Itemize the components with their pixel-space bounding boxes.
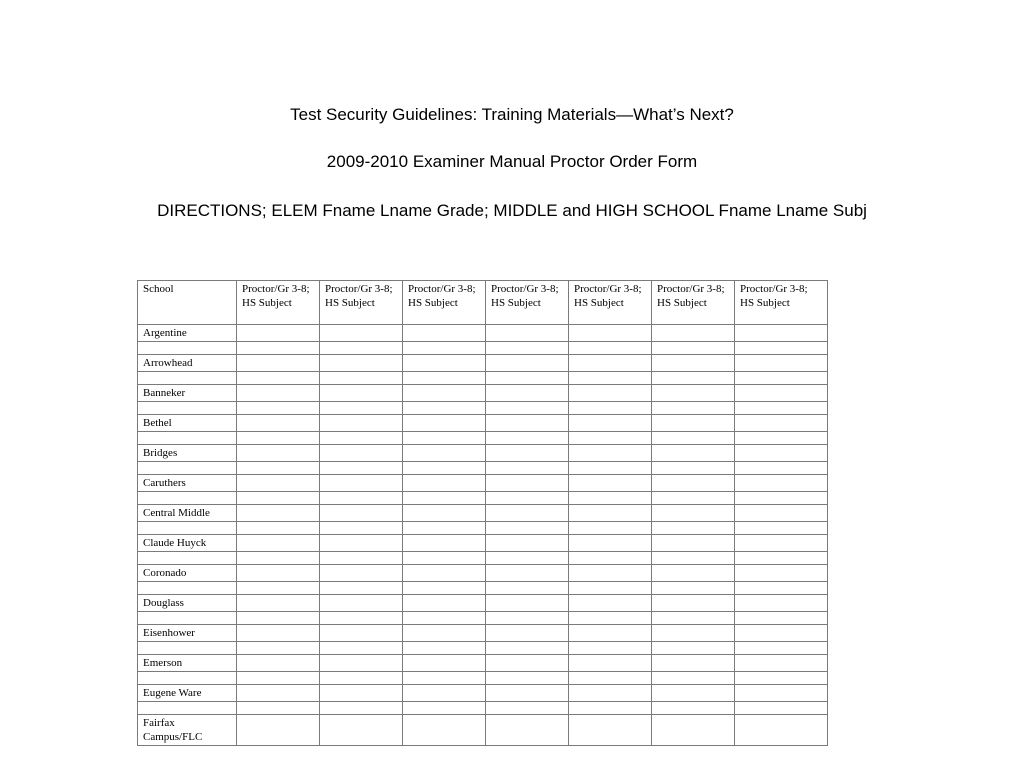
proctor-entry-cell[interactable] xyxy=(569,445,652,462)
proctor-entry-cell[interactable] xyxy=(320,415,403,432)
blank-entry-cell[interactable] xyxy=(735,462,828,475)
table-row xyxy=(138,355,828,372)
proctor-entry-cell[interactable] xyxy=(403,325,486,342)
table-row xyxy=(138,715,828,746)
table-header-row xyxy=(138,281,828,325)
blank-entry-cell[interactable] xyxy=(237,492,320,505)
proctor-entry-cell[interactable] xyxy=(486,475,569,492)
blank-entry-cell[interactable] xyxy=(735,342,828,355)
proctor-entry-cell[interactable] xyxy=(237,325,320,342)
blank-entry-cell[interactable] xyxy=(569,672,652,685)
blank-entry-cell[interactable] xyxy=(652,582,735,595)
header-school: School xyxy=(138,281,237,325)
blank-entry-cell[interactable] xyxy=(237,372,320,385)
blank-entry-cell[interactable] xyxy=(735,522,828,535)
blank-entry-cell[interactable] xyxy=(138,522,237,535)
proctor-entry-cell[interactable] xyxy=(735,595,828,612)
blank-entry-cell[interactable] xyxy=(320,552,403,565)
proctor-entry-cell[interactable] xyxy=(652,595,735,612)
proctor-entry-cell[interactable] xyxy=(486,385,569,402)
proctor-entry-cell[interactable] xyxy=(403,415,486,432)
blank-entry-cell[interactable] xyxy=(735,642,828,655)
proctor-entry-cell[interactable] xyxy=(569,325,652,342)
blank-entry-cell[interactable] xyxy=(486,342,569,355)
blank-entry-cell[interactable] xyxy=(569,492,652,505)
proctor-entry-cell[interactable] xyxy=(486,715,569,746)
school-name-cell: Eugene Ware xyxy=(138,685,237,702)
proctor-entry-cell[interactable] xyxy=(403,715,486,746)
school-name-cell: Bethel xyxy=(138,415,237,432)
header-proctor-6: Proctor/Gr 3-8; HS Subject xyxy=(652,281,735,325)
blank-entry-cell[interactable] xyxy=(569,612,652,625)
blank-entry-cell[interactable] xyxy=(138,432,237,445)
table-row xyxy=(138,685,828,702)
blank-entry-cell[interactable] xyxy=(486,432,569,445)
blank-entry-cell[interactable] xyxy=(652,702,735,715)
blank-entry-cell[interactable] xyxy=(138,552,237,565)
blank-entry-cell[interactable] xyxy=(237,522,320,535)
blank-entry-cell[interactable] xyxy=(486,582,569,595)
proctor-entry-cell[interactable] xyxy=(652,505,735,522)
table-row xyxy=(138,535,828,552)
table-row xyxy=(138,625,828,642)
proctor-entry-cell[interactable] xyxy=(237,355,320,372)
proctor-entry-cell[interactable] xyxy=(320,535,403,552)
proctor-entry-cell[interactable] xyxy=(403,475,486,492)
blank-row xyxy=(138,492,828,505)
school-name-cell: Claude Huyck xyxy=(138,535,237,552)
proctor-entry-cell[interactable] xyxy=(569,535,652,552)
blank-entry-cell[interactable] xyxy=(652,612,735,625)
blank-entry-cell[interactable] xyxy=(569,462,652,475)
blank-entry-cell[interactable] xyxy=(237,432,320,445)
blank-entry-cell[interactable] xyxy=(486,462,569,475)
proctor-entry-cell[interactable] xyxy=(320,625,403,642)
proctor-entry-cell[interactable] xyxy=(237,625,320,642)
blank-entry-cell[interactable] xyxy=(652,552,735,565)
blank-entry-cell[interactable] xyxy=(237,402,320,415)
table-row xyxy=(138,565,828,582)
blank-entry-cell[interactable] xyxy=(237,672,320,685)
proctor-entry-cell[interactable] xyxy=(486,655,569,672)
table-row xyxy=(138,415,828,432)
proctor-entry-cell[interactable] xyxy=(652,535,735,552)
blank-entry-cell[interactable] xyxy=(320,582,403,595)
proctor-entry-cell[interactable] xyxy=(735,625,828,642)
blank-entry-cell[interactable] xyxy=(403,522,486,535)
proctor-entry-cell[interactable] xyxy=(403,685,486,702)
blank-entry-cell[interactable] xyxy=(486,702,569,715)
proctor-entry-cell[interactable] xyxy=(237,655,320,672)
header-proctor-2: Proctor/Gr 3-8; HS Subject xyxy=(320,281,403,325)
document-title: Test Security Guidelines: Training Materials—What’s Next? xyxy=(290,105,734,124)
proctor-entry-cell[interactable] xyxy=(320,505,403,522)
blank-row xyxy=(138,402,828,415)
school-name-cell: Douglass xyxy=(138,595,237,612)
blank-entry-cell[interactable] xyxy=(403,672,486,685)
blank-entry-cell[interactable] xyxy=(320,522,403,535)
proctor-entry-cell[interactable] xyxy=(403,505,486,522)
table-row xyxy=(138,445,828,462)
table-row xyxy=(138,655,828,672)
proctor-entry-cell[interactable] xyxy=(735,325,828,342)
proctor-entry-cell[interactable] xyxy=(569,655,652,672)
school-name-cell: Emerson xyxy=(138,655,237,672)
header-proctor-3: Proctor/Gr 3-8; HS Subject xyxy=(403,281,486,325)
proctor-entry-cell[interactable] xyxy=(569,475,652,492)
proctor-entry-cell[interactable] xyxy=(237,475,320,492)
blank-entry-cell[interactable] xyxy=(403,372,486,385)
blank-entry-cell[interactable] xyxy=(138,612,237,625)
blank-entry-cell[interactable] xyxy=(569,702,652,715)
blank-entry-cell[interactable] xyxy=(320,432,403,445)
proctor-entry-cell[interactable] xyxy=(569,355,652,372)
blank-row xyxy=(138,432,828,445)
blank-entry-cell[interactable] xyxy=(735,492,828,505)
proctor-entry-cell[interactable] xyxy=(652,475,735,492)
proctor-entry-cell[interactable] xyxy=(320,715,403,746)
blank-entry-cell[interactable] xyxy=(486,492,569,505)
proctor-entry-cell[interactable] xyxy=(569,715,652,746)
proctor-entry-cell[interactable] xyxy=(735,685,828,702)
proctor-entry-cell[interactable] xyxy=(652,715,735,746)
blank-entry-cell[interactable] xyxy=(486,372,569,385)
blank-entry-cell[interactable] xyxy=(138,492,237,505)
proctor-entry-cell[interactable] xyxy=(320,325,403,342)
proctor-entry-cell[interactable] xyxy=(735,535,828,552)
table-row xyxy=(138,475,828,492)
blank-entry-cell[interactable] xyxy=(569,342,652,355)
blank-entry-cell[interactable] xyxy=(652,672,735,685)
blank-entry-cell[interactable] xyxy=(403,702,486,715)
proctor-entry-cell[interactable] xyxy=(569,565,652,582)
proctor-entry-cell[interactable] xyxy=(569,625,652,642)
proctor-entry-cell[interactable] xyxy=(320,595,403,612)
proctor-entry-cell[interactable] xyxy=(237,565,320,582)
blank-row xyxy=(138,672,828,685)
proctor-entry-cell[interactable] xyxy=(486,355,569,372)
blank-entry-cell[interactable] xyxy=(569,522,652,535)
blank-entry-cell[interactable] xyxy=(320,342,403,355)
proctor-entry-cell[interactable] xyxy=(486,685,569,702)
blank-entry-cell[interactable] xyxy=(735,582,828,595)
blank-entry-cell[interactable] xyxy=(652,522,735,535)
proctor-entry-cell[interactable] xyxy=(569,595,652,612)
proctor-entry-cell[interactable] xyxy=(403,445,486,462)
blank-entry-cell[interactable] xyxy=(320,702,403,715)
proctor-entry-cell[interactable] xyxy=(735,565,828,582)
blank-entry-cell[interactable] xyxy=(652,342,735,355)
proctor-entry-cell[interactable] xyxy=(735,445,828,462)
blank-row xyxy=(138,702,828,715)
directions-text: DIRECTIONS; ELEM Fname Lname Grade; MIDDLE and HIGH SCHOOL Fname Lname Subj xyxy=(157,201,867,220)
proctor-entry-cell[interactable] xyxy=(735,715,828,746)
blank-entry-cell[interactable] xyxy=(486,522,569,535)
blank-entry-cell[interactable] xyxy=(403,642,486,655)
proctor-entry-cell[interactable] xyxy=(652,415,735,432)
blank-entry-cell[interactable] xyxy=(652,462,735,475)
proctor-entry-cell[interactable] xyxy=(652,385,735,402)
proctor-entry-cell[interactable] xyxy=(403,655,486,672)
proctor-entry-cell[interactable] xyxy=(320,565,403,582)
blank-entry-cell[interactable] xyxy=(652,402,735,415)
proctor-entry-cell[interactable] xyxy=(486,625,569,642)
blank-entry-cell[interactable] xyxy=(735,612,828,625)
blank-entry-cell[interactable] xyxy=(652,432,735,445)
blank-entry-cell[interactable] xyxy=(138,402,237,415)
proctor-entry-cell[interactable] xyxy=(735,655,828,672)
header-proctor-5: Proctor/Gr 3-8; HS Subject xyxy=(569,281,652,325)
proctor-entry-cell[interactable] xyxy=(735,355,828,372)
blank-entry-cell[interactable] xyxy=(138,642,237,655)
blank-row xyxy=(138,342,828,355)
proctor-entry-cell[interactable] xyxy=(569,505,652,522)
proctor-entry-cell[interactable] xyxy=(652,655,735,672)
school-name-cell: Argentine xyxy=(138,325,237,342)
proctor-entry-cell[interactable] xyxy=(569,385,652,402)
proctor-entry-cell[interactable] xyxy=(652,325,735,342)
proctor-entry-cell[interactable] xyxy=(403,565,486,582)
blank-entry-cell[interactable] xyxy=(569,402,652,415)
blank-entry-cell[interactable] xyxy=(320,642,403,655)
blank-entry-cell[interactable] xyxy=(569,432,652,445)
proctor-order-table xyxy=(137,280,828,746)
proctor-entry-cell[interactable] xyxy=(320,655,403,672)
blank-entry-cell[interactable] xyxy=(569,582,652,595)
blank-entry-cell[interactable] xyxy=(320,372,403,385)
school-name-cell: Eisenhower xyxy=(138,625,237,642)
proctor-entry-cell[interactable] xyxy=(652,565,735,582)
blank-entry-cell[interactable] xyxy=(652,372,735,385)
blank-entry-cell[interactable] xyxy=(237,582,320,595)
blank-entry-cell[interactable] xyxy=(403,402,486,415)
blank-row xyxy=(138,612,828,625)
blank-entry-cell[interactable] xyxy=(735,552,828,565)
blank-entry-cell[interactable] xyxy=(569,552,652,565)
blank-entry-cell[interactable] xyxy=(486,612,569,625)
proctor-entry-cell[interactable] xyxy=(652,685,735,702)
blank-entry-cell[interactable] xyxy=(735,672,828,685)
proctor-entry-cell[interactable] xyxy=(403,625,486,642)
blank-row xyxy=(138,462,828,475)
blank-entry-cell[interactable] xyxy=(652,642,735,655)
blank-entry-cell[interactable] xyxy=(320,492,403,505)
school-name-cell: Fairfax Campus/FLC xyxy=(138,715,237,746)
blank-entry-cell[interactable] xyxy=(735,372,828,385)
blank-entry-cell[interactable] xyxy=(486,642,569,655)
blank-entry-cell[interactable] xyxy=(403,462,486,475)
blank-entry-cell[interactable] xyxy=(138,672,237,685)
proctor-entry-cell[interactable] xyxy=(403,385,486,402)
blank-entry-cell[interactable] xyxy=(403,432,486,445)
proctor-entry-cell[interactable] xyxy=(320,685,403,702)
blank-entry-cell[interactable] xyxy=(735,432,828,445)
blank-row xyxy=(138,642,828,655)
proctor-entry-cell[interactable] xyxy=(652,445,735,462)
blank-entry-cell[interactable] xyxy=(237,642,320,655)
proctor-entry-cell[interactable] xyxy=(735,385,828,402)
school-name-cell: Bridges xyxy=(138,445,237,462)
blank-entry-cell[interactable] xyxy=(735,702,828,715)
blank-entry-cell[interactable] xyxy=(652,492,735,505)
proctor-entry-cell[interactable] xyxy=(237,505,320,522)
blank-entry-cell[interactable] xyxy=(403,492,486,505)
proctor-entry-cell[interactable] xyxy=(735,475,828,492)
blank-entry-cell[interactable] xyxy=(403,582,486,595)
blank-entry-cell[interactable] xyxy=(320,402,403,415)
proctor-entry-cell[interactable] xyxy=(486,565,569,582)
proctor-entry-cell[interactable] xyxy=(237,415,320,432)
form-title: 2009-2010 Examiner Manual Proctor Order Form xyxy=(326,152,698,171)
blank-entry-cell[interactable] xyxy=(569,642,652,655)
blank-entry-cell[interactable] xyxy=(237,612,320,625)
table-body xyxy=(138,325,828,746)
blank-entry-cell[interactable] xyxy=(138,462,237,475)
proctor-entry-cell[interactable] xyxy=(320,475,403,492)
blank-row xyxy=(138,522,828,535)
blank-entry-cell[interactable] xyxy=(237,702,320,715)
school-name-cell: Central Middle xyxy=(138,505,237,522)
proctor-entry-cell[interactable] xyxy=(735,415,828,432)
proctor-entry-cell[interactable] xyxy=(237,385,320,402)
blank-entry-cell[interactable] xyxy=(320,462,403,475)
proctor-entry-cell[interactable] xyxy=(735,505,828,522)
blank-entry-cell[interactable] xyxy=(403,552,486,565)
table-row xyxy=(138,595,828,612)
proctor-entry-cell[interactable] xyxy=(486,325,569,342)
school-name-cell: Coronado xyxy=(138,565,237,582)
proctor-entry-cell[interactable] xyxy=(403,355,486,372)
proctor-entry-cell[interactable] xyxy=(486,535,569,552)
blank-entry-cell[interactable] xyxy=(237,552,320,565)
blank-entry-cell[interactable] xyxy=(138,342,237,355)
proctor-entry-cell[interactable] xyxy=(320,445,403,462)
blank-entry-cell[interactable] xyxy=(138,702,237,715)
proctor-entry-cell[interactable] xyxy=(652,625,735,642)
school-name-cell: Arrowhead xyxy=(138,355,237,372)
table-row xyxy=(138,385,828,402)
school-name-cell: Banneker xyxy=(138,385,237,402)
blank-entry-cell[interactable] xyxy=(486,672,569,685)
blank-row xyxy=(138,582,828,595)
blank-row xyxy=(138,372,828,385)
blank-entry-cell[interactable] xyxy=(486,552,569,565)
blank-entry-cell[interactable] xyxy=(403,612,486,625)
blank-entry-cell[interactable] xyxy=(320,612,403,625)
proctor-entry-cell[interactable] xyxy=(320,355,403,372)
proctor-entry-cell[interactable] xyxy=(237,535,320,552)
blank-entry-cell[interactable] xyxy=(138,582,237,595)
proctor-entry-cell[interactable] xyxy=(403,595,486,612)
table-row xyxy=(138,505,828,522)
proctor-entry-cell[interactable] xyxy=(569,685,652,702)
proctor-entry-cell[interactable] xyxy=(486,415,569,432)
proctor-entry-cell[interactable] xyxy=(237,685,320,702)
blank-entry-cell[interactable] xyxy=(735,402,828,415)
proctor-entry-cell[interactable] xyxy=(237,445,320,462)
proctor-entry-cell[interactable] xyxy=(486,595,569,612)
blank-entry-cell[interactable] xyxy=(486,402,569,415)
proctor-entry-cell[interactable] xyxy=(486,445,569,462)
proctor-entry-cell[interactable] xyxy=(569,415,652,432)
school-name-cell: Caruthers xyxy=(138,475,237,492)
proctor-entry-cell[interactable] xyxy=(403,535,486,552)
blank-entry-cell[interactable] xyxy=(237,462,320,475)
proctor-entry-cell[interactable] xyxy=(237,715,320,746)
blank-entry-cell[interactable] xyxy=(237,342,320,355)
proctor-entry-cell[interactable] xyxy=(320,385,403,402)
table-row xyxy=(138,325,828,342)
blank-entry-cell[interactable] xyxy=(320,672,403,685)
proctor-entry-cell[interactable] xyxy=(486,505,569,522)
proctor-entry-cell[interactable] xyxy=(237,595,320,612)
blank-entry-cell[interactable] xyxy=(403,342,486,355)
blank-row xyxy=(138,552,828,565)
proctor-entry-cell[interactable] xyxy=(652,355,735,372)
blank-entry-cell[interactable] xyxy=(569,372,652,385)
header-proctor-1: Proctor/Gr 3-8; HS Subject xyxy=(237,281,320,325)
blank-entry-cell[interactable] xyxy=(138,372,237,385)
header-proctor-4: Proctor/Gr 3-8; HS Subject xyxy=(486,281,569,325)
header-proctor-7: Proctor/Gr 3-8; HS Subject xyxy=(735,281,828,325)
